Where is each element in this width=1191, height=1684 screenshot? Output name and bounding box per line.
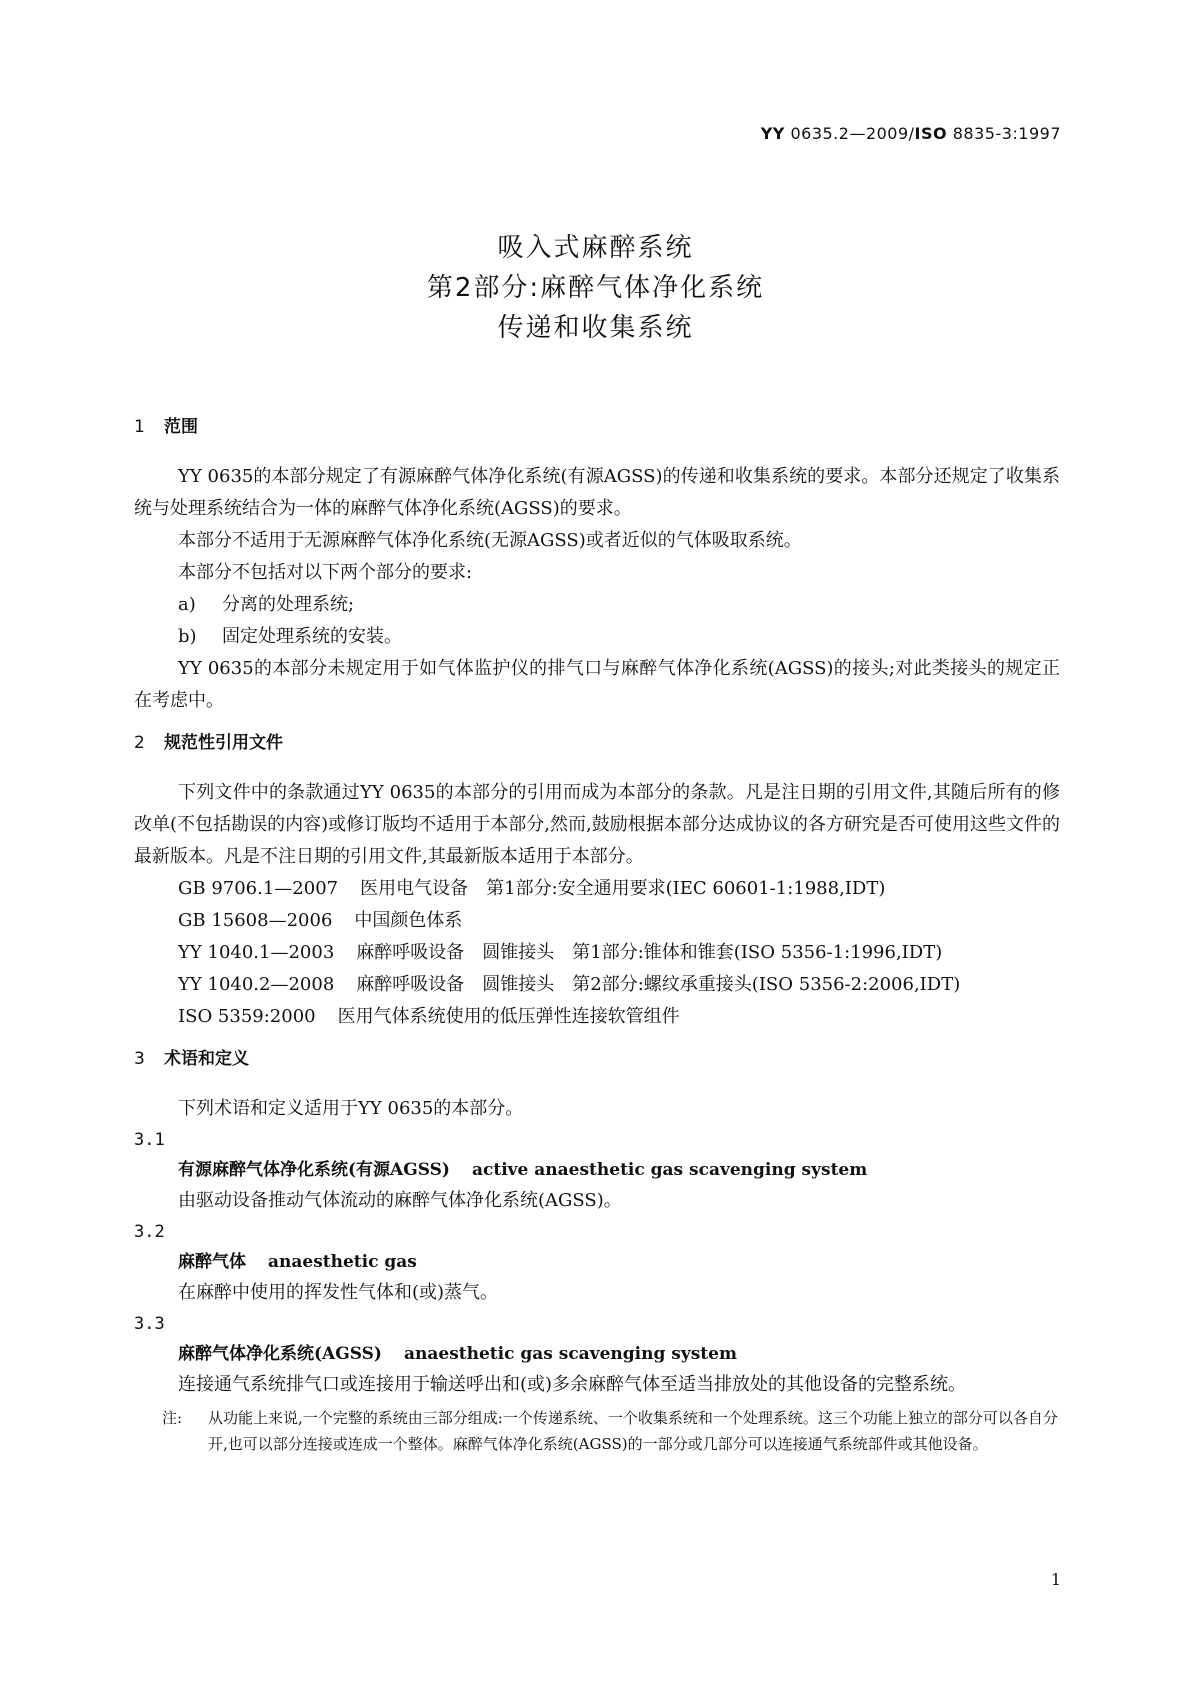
- section-number: 1: [134, 417, 145, 437]
- standard-code: [761, 124, 1061, 143]
- term-number: 3.1: [134, 1130, 165, 1150]
- paragraph: YY 0635的本部分未规定用于如气体监护仪的排气口与麻醉气体净化系统(AGSS)的接头;对此类接头的规定正在考虑中。: [134, 658, 1060, 711]
- term-title: [134, 1155, 1060, 1185]
- reference-item: [134, 937, 1060, 969]
- note-text: 从功能上来说,一个完整的系统由三部分组成:一个传递系统、一个收集系统和一个处理系统。这三个功能上独立的部分可以各自分开,也可以部分连接或连成一个整体。麻醉气体净化系统(AGSS)的一部分或几部分可以连接通气系统部件或其他设备。: [208, 1409, 1058, 1453]
- term-number: 3.3: [134, 1314, 165, 1334]
- reference-title: 麻醉呼吸设备 圆锥接头 第1部分:锥体和锥套(ISO 5356-1:1996,IDT): [356, 942, 943, 963]
- term-zh: 麻醉气体: [178, 1252, 246, 1272]
- term-en: anaesthetic gas: [268, 1252, 417, 1272]
- paragraph: 下列文件中的条款通过YY 0635的本部分的引用而成为本部分的条款。凡是注日期的引用文件,其随后所有的修改单(不包括勘误的内容)或修订版均不适用于本部分,然而,鼓励根据本部分达成协议的各方研究是否可使用这些文件的最新版本。凡是不注日期的引用文件,其最新版本适用于本部分。: [134, 782, 1060, 867]
- term-definition: 在麻醉中使用的挥发性气体和(或)蒸气。: [178, 1282, 499, 1303]
- section-title: 范围: [164, 417, 198, 437]
- term-zh: 麻醉气体净化系统(AGSS): [178, 1344, 382, 1364]
- list-marker: a): [178, 594, 196, 615]
- section-number: 3: [134, 1049, 145, 1069]
- list-item: [134, 621, 1060, 653]
- note-label: 注:: [162, 1409, 183, 1427]
- reference-title: 医用气体系统使用的低压弹性连接软管组件: [337, 1006, 680, 1027]
- paragraph: 本部分不包括对以下两个部分的要求:: [178, 562, 473, 583]
- reference-code: YY 1040.1—2003: [178, 942, 335, 963]
- reference-item: [134, 873, 1060, 905]
- section-title: 规范性引用文件: [164, 733, 283, 753]
- term-definition: 连接通气系统排气口或连接用于输送呼出和(或)多余麻醉气体至适当排放处的其他设备的完整系统。: [178, 1374, 967, 1395]
- note: [134, 1405, 1060, 1457]
- reference-code: GB 9706.1—2007: [178, 878, 339, 899]
- reference-code: YY 1040.2—2008: [178, 974, 335, 995]
- title-line-2: 第2部分:麻醉气体净化系统: [426, 273, 765, 303]
- standard-code-prefix: YY: [760, 124, 785, 143]
- paragraph: 下列术语和定义适用于YY 0635的本部分。: [178, 1098, 524, 1119]
- term-en: anaesthetic gas scavenging system: [403, 1344, 737, 1364]
- standard-code-iso-prefix: ISO: [914, 124, 948, 143]
- term-zh: 有源麻醉气体净化系统(有源AGSS): [178, 1160, 450, 1180]
- term-definition: 由驱动设备推动气体流动的麻醉气体净化系统(AGSS)。: [178, 1190, 622, 1211]
- reference-title: 医用电气设备 第1部分:安全通用要求(IEC 60601-1:1988,IDT): [360, 878, 886, 899]
- document-title: [0, 228, 1191, 348]
- reference-code: GB 15608—2006: [178, 910, 333, 931]
- term-number: 3.2: [134, 1222, 165, 1242]
- section-number: 2: [134, 733, 145, 753]
- list-item: [134, 589, 1060, 621]
- term-title: [134, 1339, 1060, 1369]
- term-en: active anaesthetic gas scavenging system: [471, 1160, 868, 1180]
- reference-title: 麻醉呼吸设备 圆锥接头 第2部分:螺纹承重接头(ISO 5356-2:2006,IDT): [356, 974, 961, 995]
- reference-item: [134, 969, 1060, 1001]
- standard-code-iso: 8835-3:1997: [952, 124, 1061, 143]
- title-line-3: 传递和收集系统: [497, 313, 694, 343]
- reference-item: [134, 1001, 1060, 1033]
- section-1-heading: [134, 415, 1060, 461]
- section-3-heading: [134, 1047, 1060, 1093]
- reference-title: 中国颜色体系: [354, 910, 463, 931]
- paragraph: 本部分不适用于无源麻醉气体净化系统(无源AGSS)或者近似的气体吸取系统。: [178, 530, 802, 551]
- section-2-heading: [134, 731, 1060, 777]
- list-item-text: 固定处理系统的安装。: [222, 626, 402, 647]
- standard-code-main: 0635.2—2009/: [790, 124, 915, 143]
- list-marker: b): [178, 626, 197, 647]
- reference-code: ISO 5359:2000: [178, 1006, 316, 1027]
- document-body: [134, 415, 1060, 1457]
- list-item-text: 分离的处理系统;: [222, 594, 355, 615]
- term-title: [134, 1247, 1060, 1277]
- section-title: 术语和定义: [164, 1049, 249, 1069]
- page-number: 1: [1050, 1570, 1061, 1589]
- reference-item: [134, 905, 1060, 937]
- title-line-1: 吸入式麻醉系统: [497, 233, 694, 263]
- paragraph: YY 0635的本部分规定了有源麻醉气体净化系统(有源AGSS)的传递和收集系统的要求。本部分还规定了收集系统与处理系统结合为一体的麻醉气体净化系统(AGSS)的要求。: [134, 466, 1060, 519]
